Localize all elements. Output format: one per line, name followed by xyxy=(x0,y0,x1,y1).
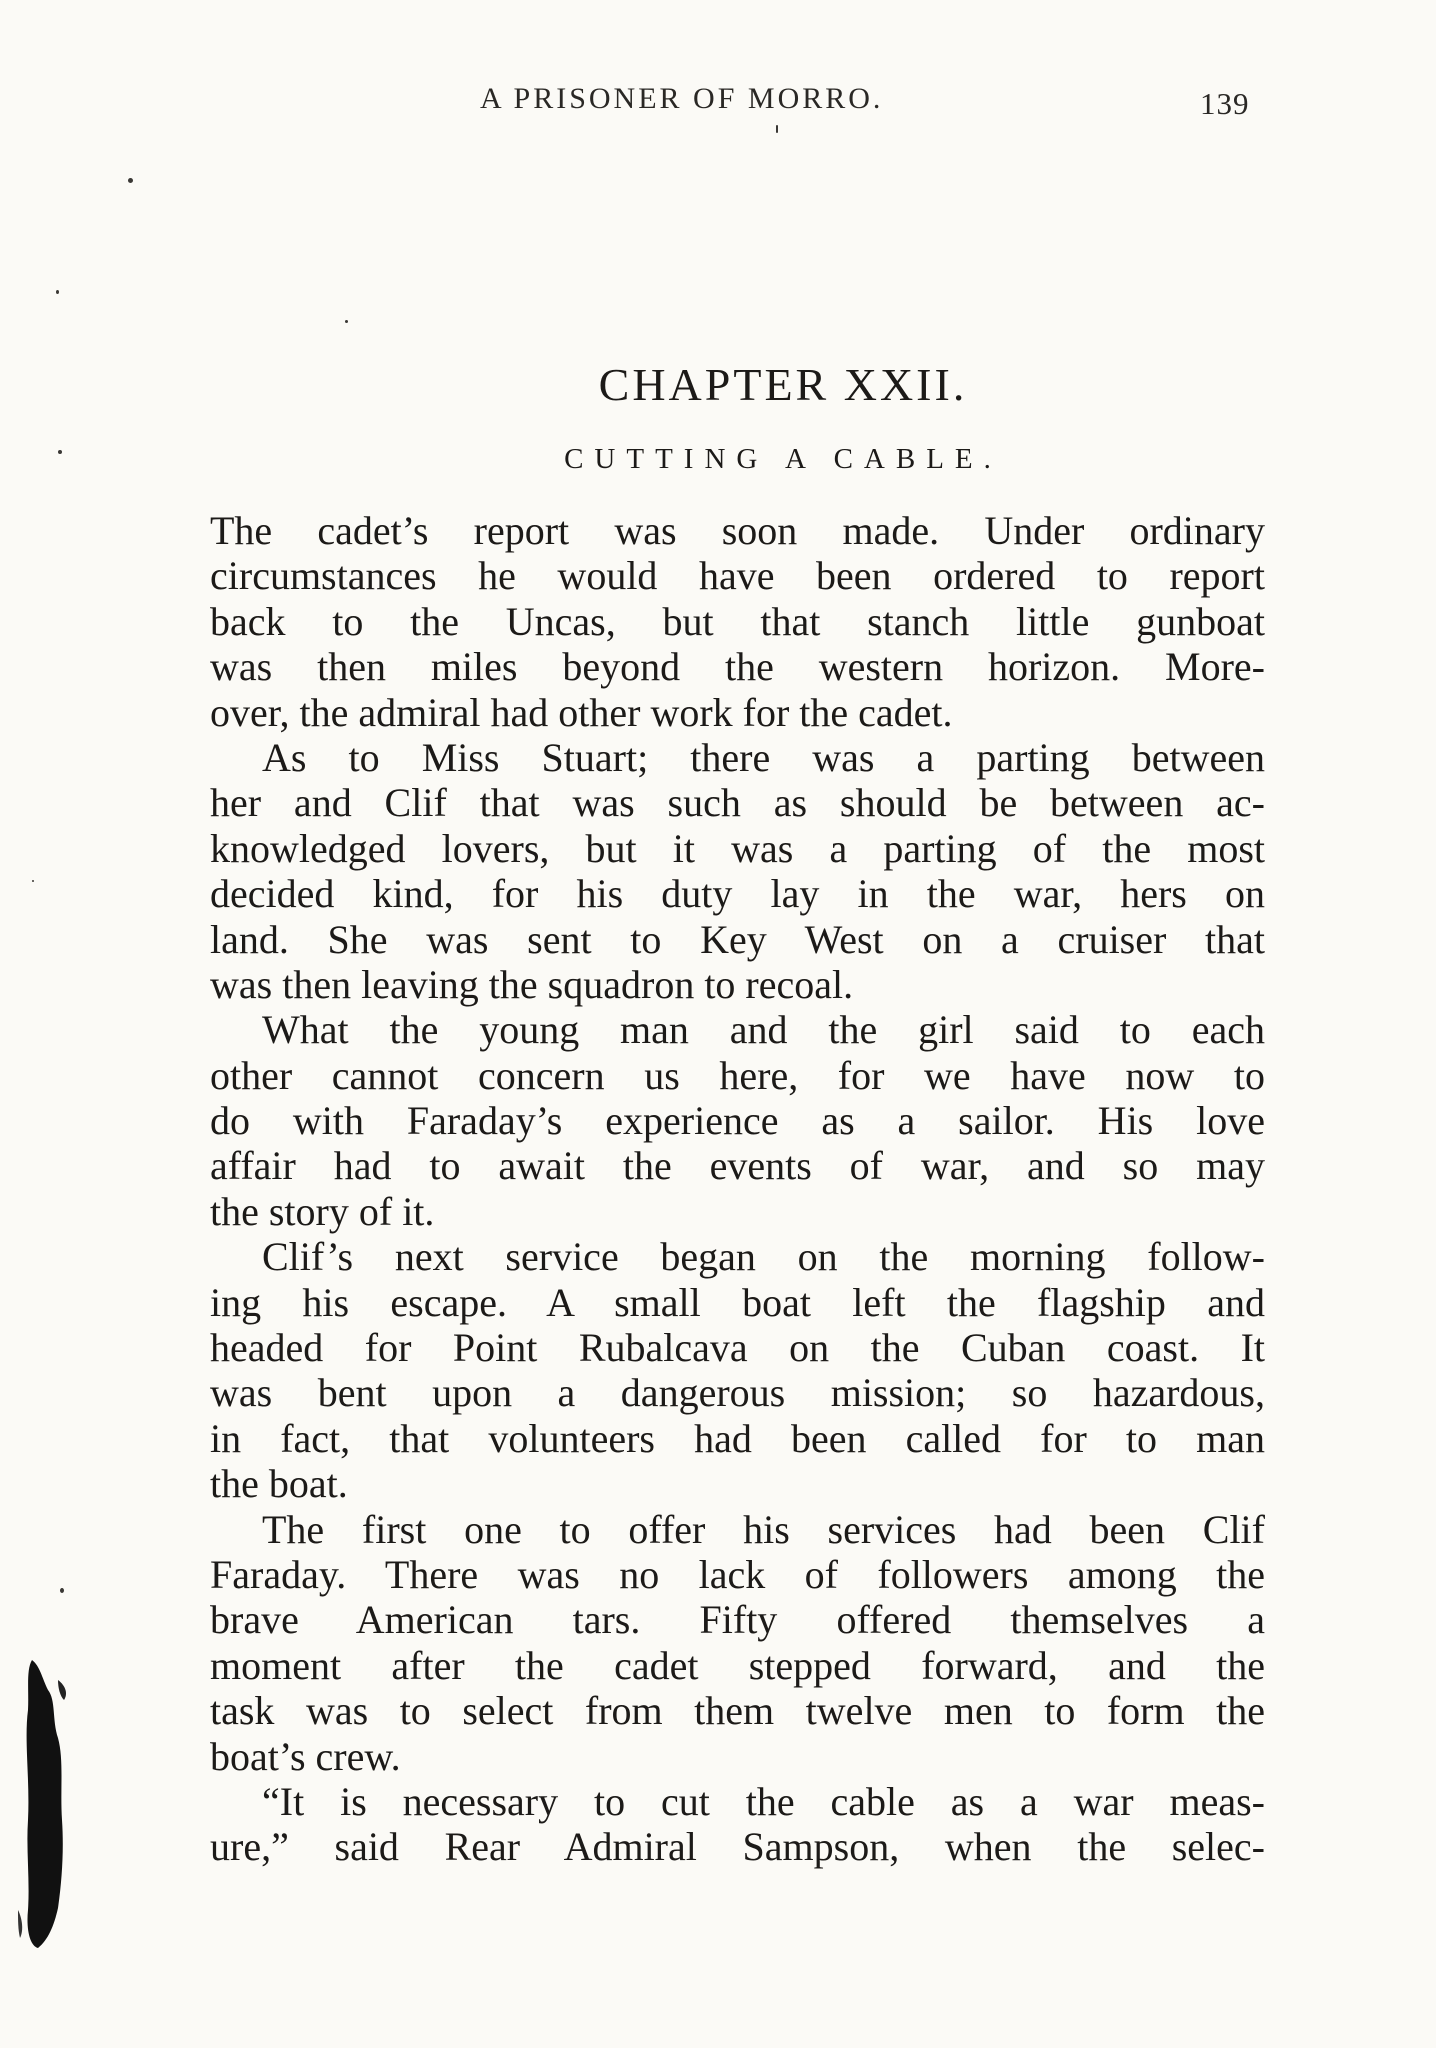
text-line: Clif’s next service began on the morning follow- xyxy=(262,1234,1265,1280)
text-line: over, the admiral had other work for the cadet. xyxy=(210,689,953,735)
text-line: boat’s crew. xyxy=(210,1733,401,1779)
text-line: circumstances he would have been ordered to report xyxy=(210,553,1265,599)
text-line: in fact, that volunteers had been called for to man xyxy=(210,1415,1265,1461)
text-line: knowledged lovers, but it was a parting of the most xyxy=(210,825,1265,871)
text-line: Faraday. There was no lack of followers among the xyxy=(210,1551,1265,1597)
text-line: ing his escape. A small boat left the flagship and xyxy=(210,1279,1265,1325)
text-line: brave American tars. Fifty offered themselves a xyxy=(210,1597,1265,1643)
chapter-title: CHAPTER XXII. xyxy=(598,359,968,410)
scan-speck xyxy=(128,178,133,183)
text-line: do with Faraday’s experience as a sailor. His love xyxy=(210,1098,1265,1144)
text-line: affair had to await the events of war, and so may xyxy=(210,1143,1265,1189)
page-edge-blot xyxy=(18,1660,78,1950)
text-line: The first one to offer his services had been Clif xyxy=(262,1506,1265,1552)
text-line: the story of it. xyxy=(210,1188,435,1234)
text-line: headed for Point Rubalcava on the Cuban coast. It xyxy=(210,1325,1265,1371)
text-line: task was to select from them twelve men to form the xyxy=(210,1688,1265,1734)
text-line: land. She was sent to Key West on a cruiser that xyxy=(210,916,1265,962)
text-line: As to Miss Stuart; there was a parting between xyxy=(262,734,1265,780)
text-line: was then leaving the squadron to recoal. xyxy=(210,961,854,1007)
text-line: “It is necessary to cut the cable as a war meas- xyxy=(262,1778,1265,1824)
body-text xyxy=(210,508,1265,1870)
text-line: decided kind, for his duty lay in the war, hers on xyxy=(210,871,1265,917)
text-line: was then miles beyond the western horizon. More- xyxy=(210,644,1265,690)
running-title: A PRISONER OF MORRO. xyxy=(480,82,884,115)
scan-speck xyxy=(58,450,62,454)
text-line: The cadet’s report was soon made. Under ordinary xyxy=(210,508,1265,553)
text-line: What the young man and the girl said to each xyxy=(262,1007,1265,1053)
scan-speck xyxy=(776,125,778,133)
text-line: was bent upon a dangerous mission; so hazardous, xyxy=(210,1370,1265,1416)
running-head xyxy=(0,82,1436,132)
text-line: ure,” said Rear Admiral Sampson, when the selec- xyxy=(210,1824,1265,1870)
text-line: other cannot concern us here, for we have now to xyxy=(210,1052,1265,1098)
scan-speck xyxy=(345,320,348,323)
text-line: moment after the cadet stepped forward, and the xyxy=(210,1642,1265,1688)
text-line: the boat. xyxy=(210,1461,348,1507)
scan-speck xyxy=(60,1588,64,1593)
text-line: her and Clif that was such as should be between ac- xyxy=(210,780,1265,826)
chapter-subtitle: CUTTING A CABLE. xyxy=(564,443,1002,475)
text-line: back to the Uncas, but that stanch little gunboat xyxy=(210,598,1265,644)
scan-speck xyxy=(56,290,59,294)
scan-speck xyxy=(32,880,34,882)
page-number: 139 xyxy=(1200,86,1250,121)
